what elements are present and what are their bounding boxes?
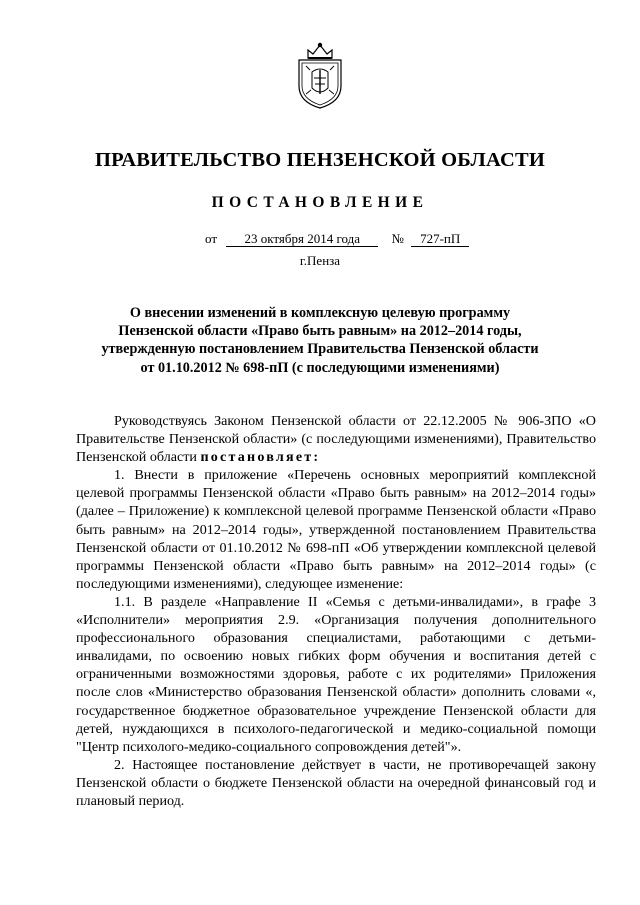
subject-line: от 01.10.2012 № 698-пП (с последующими изменениями)	[140, 359, 500, 376]
subject-line: утвержденную постановлением Правительства Пензенской области	[101, 341, 539, 358]
item-1-paragraph: 1. Внести в приложение «Перечень основных мероприятий комплексной целевой программы Пензенской области «Право быть равным» на 2012–2014 годы» (далее – Приложение) к комплексной целевой программе Пензенской области «Право быть равным» на 2012–2014 годы», утвержденной постановлением Правительства Пензенской области от 01.10.2012 № 698-пП «Об утверждении комплексной целевой программы Пензенской области «Право быть равным» на 2012–2014 годы» (с последующими изменениями), следующее изменение:	[76, 467, 596, 592]
number-sign: №	[391, 231, 404, 246]
preamble-paragraph	[76, 412, 596, 466]
document-subject	[0, 304, 640, 377]
preamble-text: Руководствуясь Законом Пензенской области от 22.12.2005 № 906-ЗПО «О Правительстве Пензенской области» (с последующими изменениями), Правительство Пензенской области	[76, 413, 596, 466]
coat-of-arms-icon	[294, 42, 346, 110]
organization-title: ПРАВИТЕЛЬСТВО ПЕНЗЕНСКОЙ ОБЛАСТИ	[95, 149, 545, 171]
item-2-paragraph: 2. Настоящее постановление действует в части, не противоречащей закону Пензенской области о бюджете Пензенской области на очередной финансовый год и плановый период.	[76, 756, 596, 809]
document-date: 23 октября 2014 года	[226, 232, 378, 247]
document-number: 727-пП	[411, 232, 469, 247]
item-1-1-paragraph: 1.1. В разделе «Направление II «Семья с детьми-инвалидами», в графе 3 «Исполнители» мероприятия 2.9. «Организация получения дополнительного профессионального образования специалистами, работающими с детьми-инвалидами, по освоению новых гибких форм обучения и воспитания детей с ограниченными возможностями здоровья, работе с их родителями» Приложения после слов «Министерство образования Пензенской области» дополнить словами «, государственное бюджетное образовательное учреждение Пензенской области для детей, нуждающихся в психолого-педагогической и медико-социальной помощи "Центр психолого-медико-социального сопровождения детей"».	[76, 593, 596, 755]
document-type: ПОСТАНОВЛЕНИЕ	[211, 194, 429, 211]
date-prefix: от	[205, 231, 218, 246]
date-number-line	[205, 231, 469, 247]
city: г.Пенза	[299, 253, 341, 268]
resolves-keyword: постановляет:	[200, 449, 321, 466]
subject-line: О внесении изменений в комплексную целевую программу	[129, 305, 511, 321]
document-body	[76, 412, 596, 810]
subject-line: Пензенской области «Право быть равным» на 2012–2014 годы,	[118, 323, 522, 340]
